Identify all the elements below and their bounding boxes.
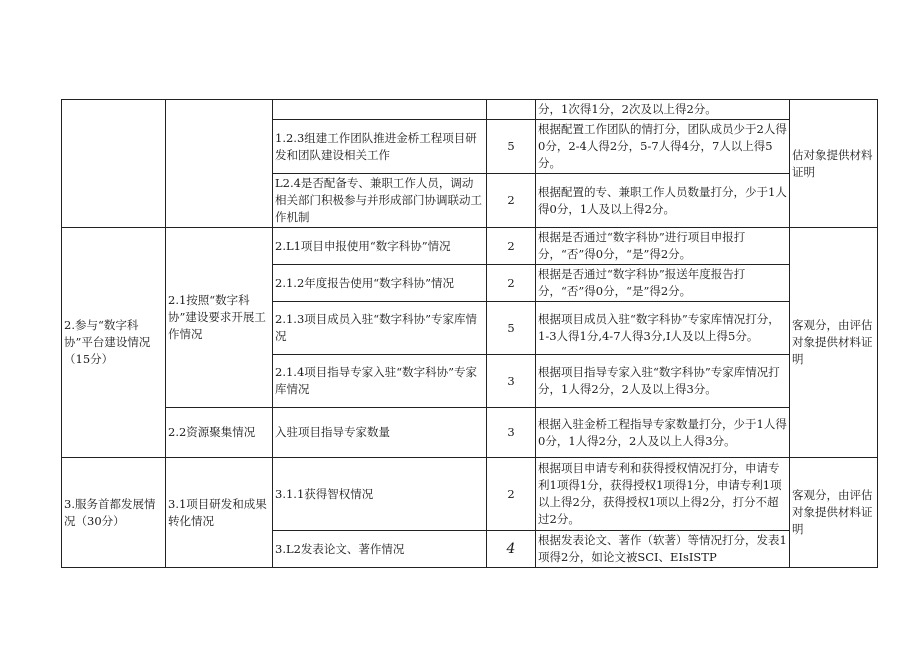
table-row xyxy=(62,408,878,458)
method-cell: 客观分，由评估对象提供材料证明 xyxy=(790,458,878,568)
score-cell: 2 xyxy=(487,458,536,531)
subcategory-cell: 3.1项目研发和成果转化情况 xyxy=(166,458,273,568)
item-cell: L2.4是否配备专、兼职工作人员，调动相关部门积极参与并形成部门协调联动工作机制 xyxy=(273,174,487,228)
item-cell xyxy=(273,100,487,120)
score-cell: 2 xyxy=(487,265,536,302)
score-cell: 5 xyxy=(487,302,536,355)
item-cell: 2.1.3项目成员入驻“数字科协”专家库情况 xyxy=(273,302,487,355)
category-cell: 3.服务首都发展情况（30分） xyxy=(62,458,166,568)
criteria-cell: 根据项目指导专家入驻“数字科协”专家库情况打分，1人得2分，2人及以上得3分。 xyxy=(536,355,790,408)
criteria-cell: 根据项目申请专利和获得授权情况打分，申请专利1项得1分，获得授权1项得1分，申请专利1项以上得2分，获得授权1项以上得2分，打分不超过2分。 xyxy=(536,458,790,531)
item-cell: 3.1.1获得智权情况 xyxy=(273,458,487,531)
score-cell: 2 xyxy=(487,228,536,265)
table-row xyxy=(62,100,878,120)
score-cell: 2 xyxy=(487,174,536,228)
criteria-cell: 根据是否通过“数字科协”报送年度报告打分，“否”得0分，“是”得2分。 xyxy=(536,265,790,302)
score-cell: 3 xyxy=(487,355,536,408)
criteria-cell: 根据项目成员入驻“数字科协”专家库情况打分，1-3人得1分,4-7人得3分,I人及以上得5分。 xyxy=(536,302,790,355)
item-cell: 入驻项目指导专家数量 xyxy=(273,408,487,458)
category-cell-empty xyxy=(62,100,166,228)
subcategory-cell: 2.1按照“数字科协”建设要求开展工作情况 xyxy=(166,228,273,408)
item-cell: 2.1.4项目指导专家入驻“数字科协”专家库情况 xyxy=(273,355,487,408)
method-cell: 估对象提供材料证明 xyxy=(790,100,878,228)
item-cell: 2.1.2年度报告使用“数字科协”情况 xyxy=(273,265,487,302)
table-row xyxy=(62,458,878,531)
criteria-cell: 根据是否通过“数字科协”进行项目申报打分，“否”得0分，“是”得2分。 xyxy=(536,228,790,265)
table-row xyxy=(62,228,878,265)
score-cell: 3 xyxy=(487,408,536,458)
score-cell xyxy=(487,100,536,120)
item-cell: 1.2.3组建工作团队推进金桥工程项目研发和团队建设相关工作 xyxy=(273,120,487,174)
criteria-cell: 分，1次得1分，2次及以上得2分。 xyxy=(536,100,790,120)
criteria-cell: 根据配置的专、兼职工作人员数量打分，少于1人得0分，1人及以上得2分。 xyxy=(536,174,790,228)
subcategory-cell: 2.2资源聚集情况 xyxy=(166,408,273,458)
subcategory-cell-empty xyxy=(166,100,273,228)
criteria-cell: 根据配置工作团队的情打分，团队成员少于2人得0分，2-4人得2分，5-7人得4分，7人以上得5分。 xyxy=(536,120,790,174)
item-cell: 3.L2发表论文、著作情况 xyxy=(273,531,487,568)
score-cell: 4 xyxy=(487,531,536,568)
method-cell: 客观分，由评估对象提供材料证明 xyxy=(790,228,878,458)
evaluation-table xyxy=(61,99,878,568)
category-cell: 2.参与“数字科协”平台建设情况（15分） xyxy=(62,228,166,458)
item-cell: 2.L1项目申报使用“数字科协”情况 xyxy=(273,228,487,265)
criteria-cell: 根据入驻金桥工程指导专家数量打分，少于1人得0分，1人得2分，2人及以上人得3分。 xyxy=(536,408,790,458)
criteria-cell: 根据发表论文、著作（软著）等情况打分，发表1项得2分，如论文被SCI、EIsISTP xyxy=(536,531,790,568)
score-cell: 5 xyxy=(487,120,536,174)
